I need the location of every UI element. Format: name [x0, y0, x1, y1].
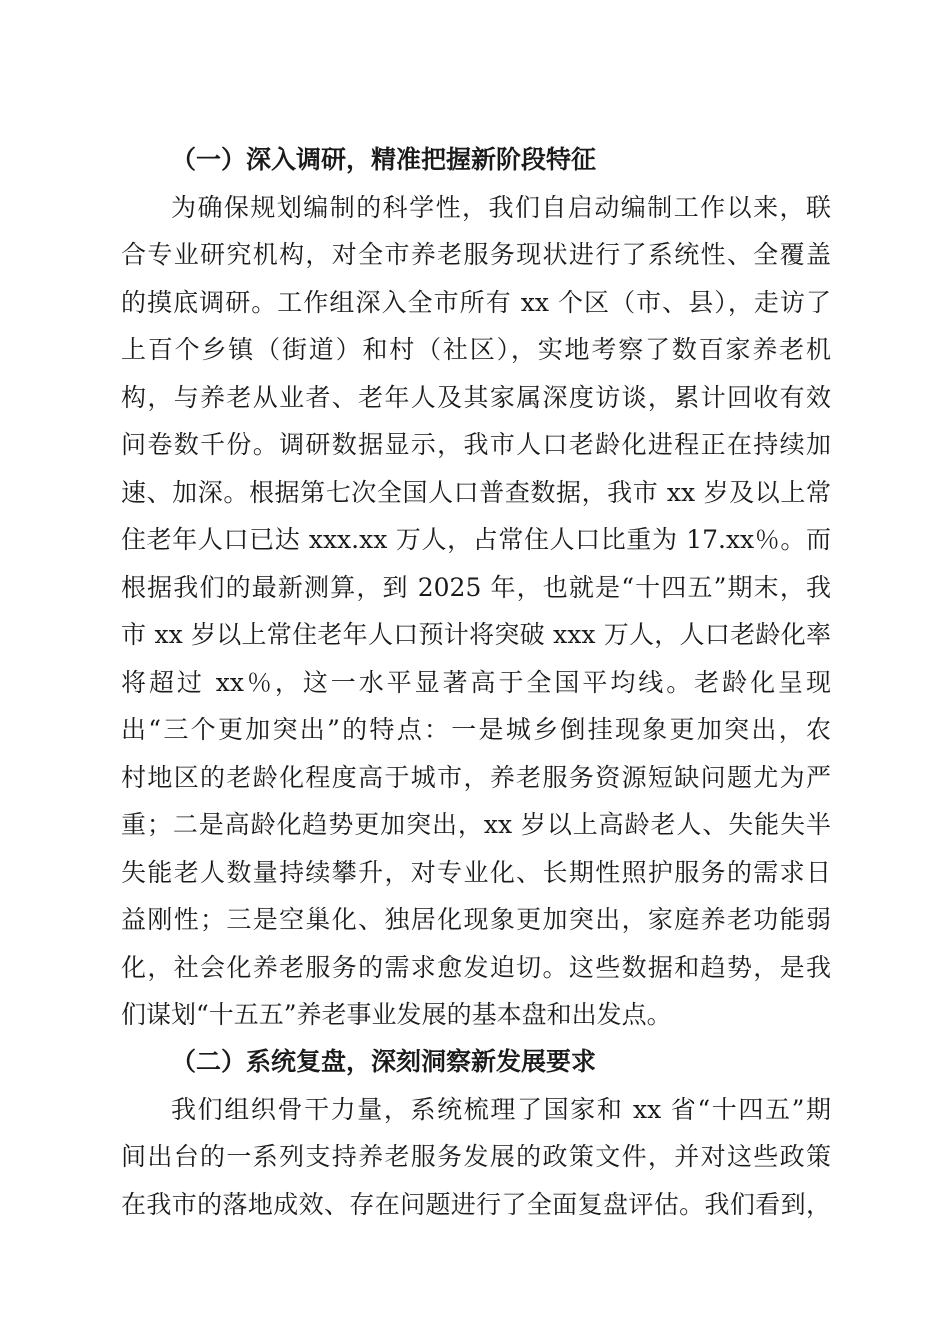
paragraph-line: 失能老人数量持续攀升，对专业化、长期性照护服务的需求日: [121, 858, 831, 887]
section-heading-1: （一）深入调研，精准把握新阶段特征: [171, 145, 597, 174]
paragraph-line: 化，社会化养老服务的需求愈发迫切。这些数据和趋势，是我: [121, 953, 831, 982]
paragraph-line: 为确保规划编制的科学性，我们自启动编制工作以来，联: [171, 193, 831, 222]
paragraph-line: 问卷数千份。调研数据显示，我市人口老龄化进程正在持续加: [121, 430, 831, 459]
paragraph-line: 将超过 xx％，这一水平显著高于全国平均线。老龄化呈现: [121, 668, 831, 697]
paragraph-line: 我们组织骨干力量，系统梳理了国家和 xx 省“十四五”期: [171, 1095, 831, 1124]
section-heading-2: （二）系统复盘，深刻洞察新发展要求: [171, 1047, 597, 1076]
paragraph-line: 市 xx 岁以上常住老年人口预计将突破 xxx 万人，人口老龄化率: [121, 620, 831, 649]
paragraph-line: 速、加深。根据第七次全国人口普查数据，我市 xx 岁及以上常: [121, 478, 831, 507]
paragraph-line: 上百个乡镇（街道）和村（社区），实地考察了数百家养老机: [121, 335, 831, 364]
paragraph-line: 住老年人口已达 xxx.xx 万人，占常住人口比重为 17.xx％。而: [121, 525, 831, 554]
paragraph-line: 构，与养老从业者、老年人及其家属深度访谈，累计回收有效: [121, 383, 831, 412]
paragraph-line: 重；二是高龄化趋势更加突出，xx 岁以上高龄老人、失能失半: [121, 810, 831, 839]
paragraph-line: 的摸底调研。工作组深入全市所有 xx 个区（市、县），走访了: [121, 288, 831, 317]
paragraph-line: 村地区的老龄化程度高于城市，养老服务资源短缺问题尤为严: [121, 763, 831, 792]
paragraph-line: 益刚性；三是空巢化、独居化现象更加突出，家庭养老功能弱: [121, 905, 831, 934]
paragraph-line: 们谋划“十五五”养老事业发展的基本盘和出发点。: [121, 1000, 672, 1029]
paragraph-line: 在我市的落地成效、存在问题进行了全面复盘评估。我们看到，: [121, 1190, 831, 1219]
paragraph-line: 合专业研究机构，对全市养老服务现状进行了系统性、全覆盖: [121, 240, 831, 269]
paragraph-line: 出“三个更加突出”的特点：一是城乡倒挂现象更加突出，农: [121, 715, 831, 744]
paragraph-line: 间出台的一系列支持养老服务发展的政策文件，并对这些政策: [121, 1142, 831, 1171]
paragraph-line: 根据我们的最新测算，到 2025 年，也就是“十四五”期末，我: [121, 573, 831, 602]
